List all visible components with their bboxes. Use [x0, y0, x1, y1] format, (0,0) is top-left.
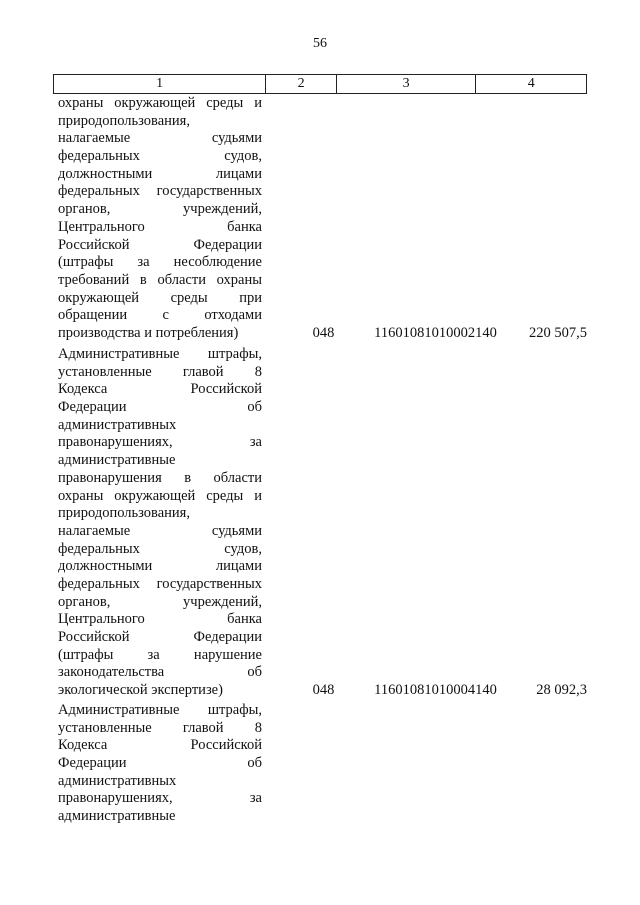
description-line: Кодекса Российской — [58, 737, 262, 754]
description-line: установленные главой 8 — [58, 363, 262, 380]
row-1-sum: 220 507,5 — [529, 325, 587, 341]
description-line: административные — [58, 452, 176, 469]
header-col-3: 3 — [336, 75, 475, 93]
description-line: Административные штрафы, — [58, 346, 262, 362]
description-line: правонарушениях, за — [58, 434, 262, 451]
header-col-1: 1 — [156, 76, 164, 91]
table-row-1 — [58, 95, 587, 343]
table-row-3 — [58, 702, 262, 826]
description-line: федеральных судов, — [58, 540, 262, 557]
row-2-description — [58, 346, 262, 700]
description-line: установленные главой 8 — [58, 719, 262, 736]
table-row-2 — [58, 346, 587, 700]
description-line: Федерации об — [58, 399, 262, 416]
description-line: охраны окружающей среды и — [58, 95, 262, 111]
description-line: (штрафы за нарушение — [58, 646, 262, 663]
description-line: Российской Федерации — [58, 629, 262, 645]
description-line: федеральных судов, — [58, 148, 262, 165]
description-line: федеральных государственных — [58, 575, 262, 592]
description-line: природопользования, — [58, 505, 190, 522]
description-line: Кодекса Российской — [58, 381, 262, 398]
description-line: административных — [58, 772, 177, 789]
table-header-row — [53, 74, 587, 94]
description-line: административных — [58, 416, 177, 433]
page-number: 56 — [313, 36, 327, 51]
description-line: налагаемые судьями — [58, 522, 262, 539]
description-line: Федерации об — [58, 755, 262, 772]
description-line: органов, учреждений, — [58, 593, 262, 610]
description-line: требований в области охраны — [58, 271, 262, 288]
row-3-description — [58, 702, 262, 826]
description-line: природопользования, — [58, 112, 190, 129]
description-line: обращении с отходами — [58, 307, 262, 324]
description-line: экологической экспертизе) — [58, 682, 223, 699]
description-line: законодательства об — [58, 664, 262, 681]
description-line: охраны окружающей среды и — [58, 487, 262, 504]
description-line: Российской Федерации — [58, 236, 262, 253]
description-line: налагаемые судьями — [58, 130, 262, 147]
description-line: окружающей среды при — [58, 289, 262, 306]
description-line: правонарушения в области — [58, 469, 262, 486]
description-line: производства и потребления) — [58, 324, 239, 341]
row-2-kbk: 11601081010004140 — [374, 682, 497, 698]
header-col-4: 4 — [475, 75, 586, 93]
description-line: органов, учреждений, — [58, 201, 262, 218]
header-col-2: 2 — [265, 75, 336, 93]
description-line: Административные штрафы, — [58, 702, 262, 718]
description-line: должностными лицами — [58, 558, 262, 575]
row-1-code: 048 — [312, 325, 335, 341]
description-line: федеральных государственных — [58, 183, 262, 200]
description-line: Центрального банка — [58, 611, 262, 628]
description-line: административные — [58, 808, 176, 825]
row-2-sum: 28 092,3 — [536, 682, 587, 698]
row-1-description — [58, 95, 262, 343]
row-2-code: 048 — [312, 682, 335, 698]
description-line: правонарушениях, за — [58, 790, 262, 807]
row-1-kbk: 11601081010002140 — [374, 325, 497, 341]
description-line: Центрального банка — [58, 218, 262, 235]
description-line: должностными лицами — [58, 165, 262, 182]
description-line: (штрафы за несоблюдение — [58, 254, 262, 271]
